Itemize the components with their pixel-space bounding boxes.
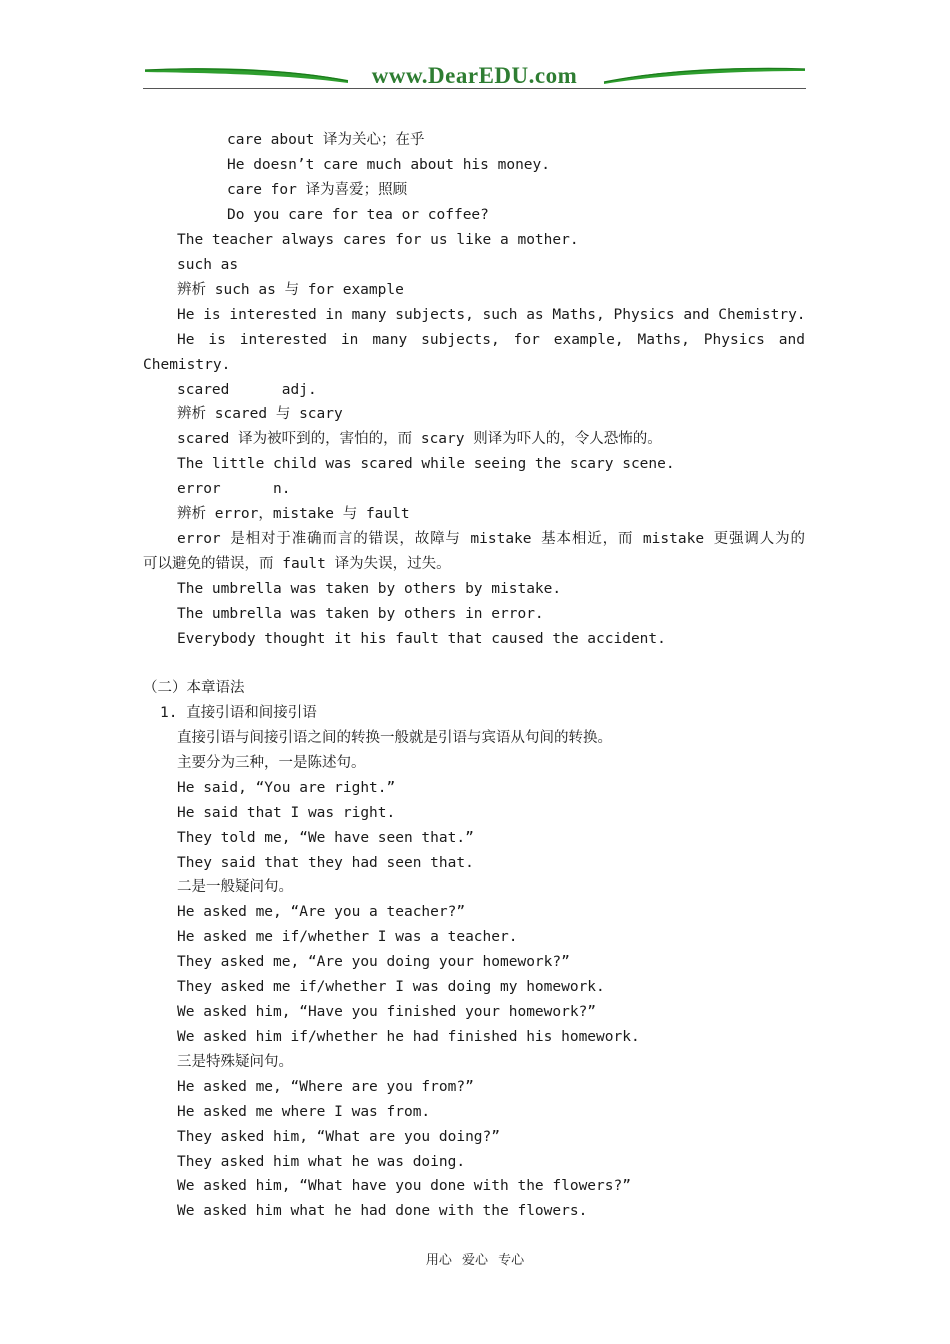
text-line: The little child was scared while seeing the scary scene.	[177, 456, 675, 472]
text-line: Everybody thought it his fault that caused the accident.	[177, 631, 666, 647]
text-line: 辨析 scared 与 scary	[177, 406, 343, 422]
text-line: Chemistry.	[143, 357, 231, 373]
text-line: error n.	[177, 481, 291, 497]
text-line: He asked me, “Are you a teacher?”	[177, 904, 466, 920]
text-line: He doesn’t care much about his money.	[227, 157, 551, 173]
text-line: He asked me if/whether I was a teacher.	[177, 929, 518, 945]
section-heading: （二）本章语法	[143, 680, 245, 696]
text-line: He asked me where I was from.	[177, 1104, 431, 1120]
text-line: error 是相对于准确而言的错误，故障与 mistake 基本相近，而 mistake 更强调人为的	[177, 531, 805, 547]
text-line: We asked him, “Have you finished your homework?”	[177, 1004, 597, 1020]
text-line: 直接引语与间接引语之间的转换一般就是引语与宾语从句间的转换。	[177, 730, 612, 746]
text-line: care about 译为关心；在乎	[227, 132, 425, 148]
text-line: He is interested in many subjects, such as Maths, Physics and Chemistry.	[177, 307, 806, 323]
text-line: 三是特殊疑问句。	[177, 1054, 293, 1070]
text-line: We asked him what he had done with the flowers.	[177, 1203, 588, 1219]
text-line: 可以避免的错误，而 fault 译为失误，过失。	[143, 556, 451, 572]
text-line: We asked him, “What have you done with the flowers?”	[177, 1178, 631, 1194]
header-divider	[143, 88, 806, 89]
text-line: He said that I was right.	[177, 805, 396, 821]
text-line: 二是一般疑问句。	[177, 879, 293, 895]
text-line: They asked him what he was doing.	[177, 1154, 466, 1170]
text-line: The umbrella was taken by others in error.	[177, 606, 544, 622]
text-line: They asked me, “Are you doing your homework?”	[177, 954, 570, 970]
text-line: We asked him if/whether he had finished his homework.	[177, 1029, 640, 1045]
text-line: The umbrella was taken by others by mistake.	[177, 581, 562, 597]
text-line: scared adj.	[177, 382, 317, 398]
text-line: such as	[177, 257, 239, 273]
text-line: care for 译为喜爱；照顾	[227, 182, 408, 198]
page-footer: 用心 爱心 专心	[425, 1253, 525, 1268]
text-line: 主要分为三种，一是陈述句。	[177, 755, 366, 771]
text-line: They told me, “We have seen that.”	[177, 830, 474, 846]
subsection-heading: 1. 直接引语和间接引语	[160, 705, 317, 721]
text-line: They asked him, “What are you doing?”	[177, 1129, 501, 1145]
text-line: Do you care for tea or coffee?	[227, 207, 489, 223]
text-line: 辨析 such as 与 for example	[177, 282, 404, 298]
text-line: scared 译为被吓到的，害怕的，而 scary 则译为吓人的，令人恐怖的。	[177, 431, 662, 447]
text-line: The teacher always cares for us like a mother.	[177, 232, 579, 248]
text-line: He said, “You are right.”	[177, 780, 396, 796]
site-logo-text: www.DearEDU.com	[371, 63, 578, 88]
text-line: He is interested in many subjects, for example, Maths, Physics and	[177, 332, 805, 348]
text-line: 辨析 error，mistake 与 fault	[177, 506, 410, 522]
page-header	[143, 58, 806, 92]
text-line: He asked me, “Where are you from?”	[177, 1079, 474, 1095]
text-line: They said that they had seen that.	[177, 855, 474, 871]
text-line: They asked me if/whether I was doing my homework.	[177, 979, 605, 995]
